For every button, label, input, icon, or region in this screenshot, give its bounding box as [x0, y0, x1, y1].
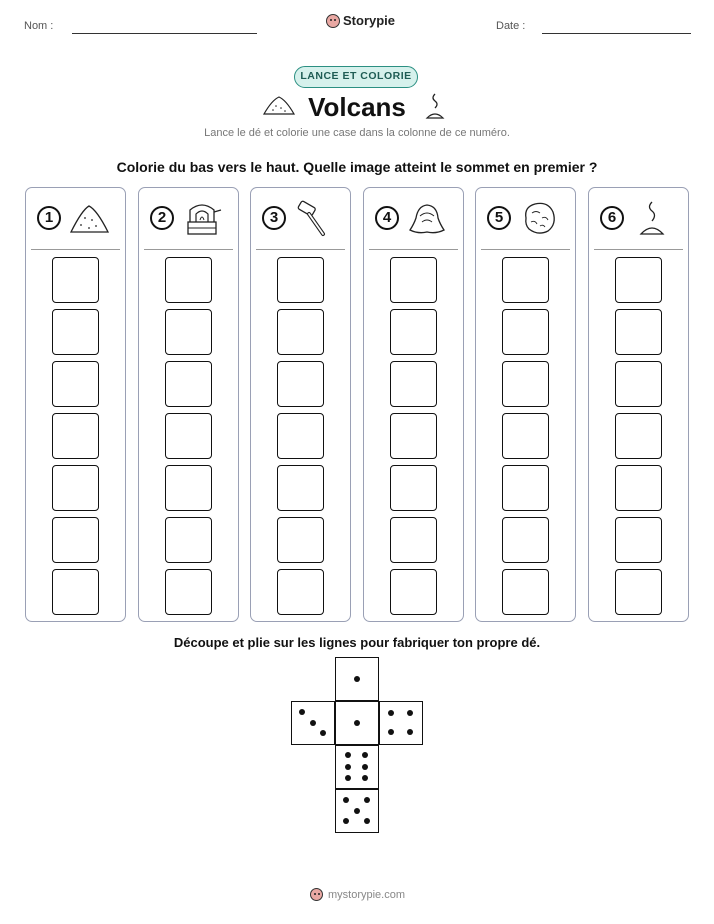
- volcanic-rock-icon: [518, 198, 560, 238]
- die-pip: [320, 730, 326, 736]
- die-pip: [364, 818, 370, 824]
- color-box[interactable]: [165, 309, 212, 355]
- color-box[interactable]: [502, 309, 549, 355]
- die-face-1: [335, 657, 379, 701]
- color-box[interactable]: [390, 361, 437, 407]
- die-pip: [310, 720, 316, 726]
- color-box[interactable]: [165, 413, 212, 459]
- color-box[interactable]: [502, 465, 549, 511]
- column-number: 5: [487, 206, 511, 230]
- die-pip: [354, 808, 360, 814]
- storypie-mascot-icon: [310, 888, 323, 901]
- color-box[interactable]: [277, 361, 324, 407]
- dice-instruction: Découpe et plie sur les lignes pour fabriquer ton propre dé.: [173, 635, 541, 650]
- die-face-6: [335, 745, 379, 789]
- color-box[interactable]: [52, 517, 99, 563]
- die-pip: [362, 752, 368, 758]
- lava-oven-icon: [181, 198, 223, 238]
- column-divider: [594, 249, 683, 250]
- column-divider: [481, 249, 570, 250]
- die-pip: [354, 720, 360, 726]
- color-box[interactable]: [615, 517, 662, 563]
- color-box[interactable]: [502, 257, 549, 303]
- color-box[interactable]: [165, 569, 212, 615]
- color-box[interactable]: [390, 309, 437, 355]
- color-box[interactable]: [615, 413, 662, 459]
- instruction: Colorie du bas vers le haut. Quelle image atteint le sommet en premier ?: [116, 159, 598, 175]
- column-number: 4: [375, 206, 399, 230]
- die-pip: [354, 676, 360, 682]
- column-1: [25, 187, 126, 622]
- color-box[interactable]: [502, 569, 549, 615]
- die-face-3: [291, 701, 335, 745]
- color-box[interactable]: [390, 257, 437, 303]
- column-6: [588, 187, 689, 622]
- die-pip: [362, 775, 368, 781]
- column-divider: [369, 249, 458, 250]
- color-box[interactable]: [165, 465, 212, 511]
- color-box[interactable]: [615, 257, 662, 303]
- name-line: [72, 33, 257, 34]
- color-box[interactable]: [502, 361, 549, 407]
- steam-vent-icon: [424, 92, 446, 120]
- column-divider: [31, 249, 120, 250]
- color-box[interactable]: [52, 309, 99, 355]
- column-number: 1: [37, 206, 61, 230]
- die-face-4: [379, 701, 423, 745]
- column-3: [250, 187, 351, 622]
- die-pip: [343, 797, 349, 803]
- color-box[interactable]: [277, 257, 324, 303]
- die-pip: [388, 710, 394, 716]
- lava-flow-icon: [406, 198, 448, 238]
- footer: [310, 888, 405, 901]
- color-box[interactable]: [390, 517, 437, 563]
- color-box[interactable]: [277, 569, 324, 615]
- column-number: 2: [150, 206, 174, 230]
- die-pip: [299, 709, 305, 715]
- color-box[interactable]: [52, 361, 99, 407]
- color-box[interactable]: [502, 413, 549, 459]
- column-number: 3: [262, 206, 286, 230]
- color-box[interactable]: [165, 257, 212, 303]
- column-number: 6: [600, 206, 624, 230]
- die-face-5: [335, 789, 379, 833]
- die-pip: [407, 710, 413, 716]
- name-label: Nom :: [24, 20, 54, 32]
- die-pip: [345, 775, 351, 781]
- die-pip: [345, 764, 351, 770]
- column-divider: [256, 249, 345, 250]
- color-box[interactable]: [165, 361, 212, 407]
- die-pip: [407, 729, 413, 735]
- color-box[interactable]: [52, 413, 99, 459]
- color-box[interactable]: [277, 413, 324, 459]
- color-box[interactable]: [52, 569, 99, 615]
- color-box[interactable]: [390, 465, 437, 511]
- column-4: [363, 187, 464, 622]
- column-2: [138, 187, 239, 622]
- footer-url: mystorypie.com: [328, 888, 406, 901]
- color-box[interactable]: [390, 569, 437, 615]
- color-box[interactable]: [615, 465, 662, 511]
- die-pip: [345, 752, 351, 758]
- color-box[interactable]: [615, 361, 662, 407]
- ash-pile-icon: [68, 198, 110, 238]
- die-pip: [362, 764, 368, 770]
- subtitle: Lance le dé et colorie une case dans la colonne de ce numéro.: [204, 127, 510, 139]
- color-box[interactable]: [165, 517, 212, 563]
- die-pip: [364, 797, 370, 803]
- steam-vent-icon: [631, 198, 673, 238]
- color-box[interactable]: [277, 465, 324, 511]
- brand-name: Storypie: [343, 13, 396, 28]
- activity-badge: LANCE ET COLORIE: [294, 66, 418, 88]
- brand-logo: [326, 13, 395, 28]
- hammer-icon: [293, 198, 335, 238]
- date-label: Date :: [496, 20, 526, 32]
- column-divider: [144, 249, 233, 250]
- die-pip: [343, 818, 349, 824]
- die-pip: [388, 729, 394, 735]
- date-line: [542, 33, 691, 34]
- color-box[interactable]: [52, 465, 99, 511]
- page-title: Volcans: [308, 92, 406, 122]
- color-box[interactable]: [390, 413, 437, 459]
- color-box[interactable]: [615, 569, 662, 615]
- die-face-1: [335, 701, 379, 745]
- color-box[interactable]: [52, 257, 99, 303]
- color-box[interactable]: [502, 517, 549, 563]
- storypie-mascot-icon: [326, 14, 340, 28]
- color-box[interactable]: [277, 309, 324, 355]
- color-box[interactable]: [615, 309, 662, 355]
- color-box[interactable]: [277, 517, 324, 563]
- column-5: [475, 187, 576, 622]
